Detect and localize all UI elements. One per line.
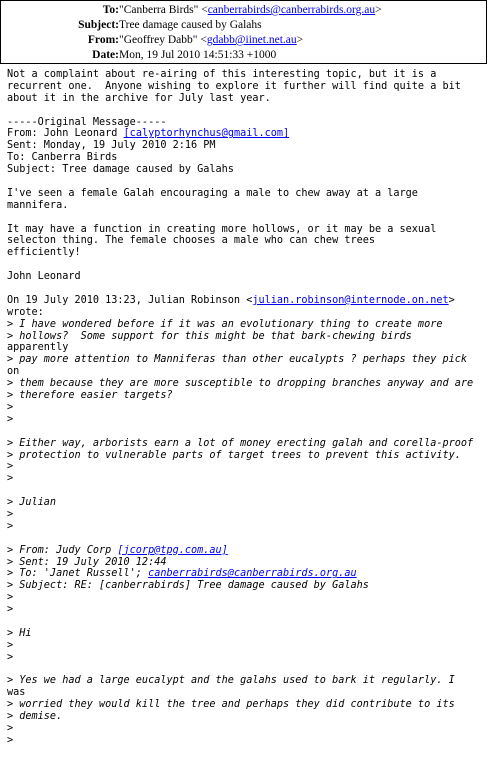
quoted-line: > Yes we had a large eucalypt and the galahs used to bark it regularly. I [7, 675, 455, 687]
body-line: mannifera. [7, 199, 69, 211]
blank-line [7, 664, 489, 676]
from-label: From: [87, 34, 119, 46]
to-email-link[interactable]: canberrabirds@canberrabirds.org.au [207, 4, 376, 16]
body-line: recurrent one. Anyone wishing to explore it further will find quite a bit [7, 80, 461, 92]
quote-marker-line: > [7, 461, 14, 473]
header-to-row [1, 2, 488, 18]
header-from-row [1, 32, 488, 48]
body-line: selecton thing. The female chooses a male who can chew trees [7, 235, 376, 247]
body-line: efficiently! [7, 247, 81, 259]
orig-subject-line: Subject: Tree damage caused by Galahs [7, 164, 234, 176]
quote-marker-line: > [7, 604, 14, 616]
quoted-to-line [7, 568, 489, 580]
email-header [0, 0, 487, 64]
header-subject-row [1, 17, 488, 33]
signature-line: John Leonard [7, 271, 81, 283]
orig-from-text: From: John Leonard [7, 128, 124, 140]
body-line: Not a complaint about re-airing of this interesting topic, but it is a [7, 69, 437, 80]
wrapped-line: on [7, 366, 20, 378]
orig-from-email-link[interactable]: [calyptorhynchus@gmail.com] [123, 128, 290, 140]
header-date-row [1, 47, 488, 63]
to-value [119, 2, 382, 18]
quoted-sent-line: > Sent: 19 July 2010 12:44 [7, 556, 167, 568]
body-line: I've seen a female Galah encouraging a male to chew away at a large [7, 187, 418, 199]
quoted-from-line [7, 545, 489, 557]
quote-marker-line: > [7, 401, 14, 413]
from-close: > [296, 34, 304, 46]
quoted-to-text: > To: 'Janet Russell'; [7, 568, 149, 580]
attribution-email-link[interactable]: julian.robinson@internode.on.net [252, 294, 449, 306]
to-close: > [375, 4, 382, 16]
quoted-line: > demise. [7, 711, 63, 723]
reply-attribution-line [7, 295, 489, 307]
from-email-link[interactable]: gdabb@iinet.net.au [206, 34, 297, 46]
orig-to-line: To: Canberra Birds [7, 152, 118, 164]
quoted-greeting-line: > Hi [7, 627, 32, 639]
quote-marker-line: > [7, 651, 14, 663]
quoted-line: > worried they would kill the tree and perhaps they did contribute to its [7, 699, 455, 711]
orig-from-line [7, 128, 489, 140]
quoted-line: > I have wondered before if it was an evolutionary thing to create more [7, 318, 443, 330]
quoted-subject-line: > Subject: RE: [canberrabirds] Tree damage caused by Galahs [7, 580, 369, 592]
to-name: "Canberra Birds" < [119, 4, 208, 16]
quote-marker-line: > [7, 639, 14, 651]
subject-value: Tree damage caused by Galahs [119, 19, 262, 31]
quoted-to-email-link[interactable]: canberrabirds@canberrabirds.org.au [148, 568, 357, 580]
quoted-line: > them because they are more susceptible to dropping branches anyway and are [7, 378, 474, 390]
subject-label: Subject: [78, 19, 119, 31]
body-line: It may have a function in creating more hollows, or it may be a sexual [7, 223, 437, 235]
date-value: Mon, 19 Jul 2010 14:51:33 +1000 [119, 49, 277, 61]
quoted-line: > protection to vulnerable parts of target trees to prevent this activity. [7, 449, 461, 461]
from-value [119, 32, 303, 48]
quote-marker-line: > [7, 520, 14, 532]
to-label: To: [102, 4, 119, 16]
attribution-text: On 19 July 2010 13:23, Julian Robinson < [7, 294, 253, 306]
quoted-line: > pay more attention to Manniferas than other eucalypts ? perhaps they pick [7, 354, 468, 366]
quote-marker-line: > [7, 722, 14, 734]
blank-line [7, 105, 489, 117]
date-label: Date: [92, 49, 119, 61]
quote-marker-line: > [7, 413, 14, 425]
body-line: wrote: [7, 306, 44, 318]
attribution-close: > [448, 294, 455, 306]
blank-line [7, 426, 489, 438]
quoted-from-email-link[interactable]: [jcorp@tpg.com.au] [117, 544, 228, 556]
blank-line [7, 283, 489, 295]
blank-line [7, 616, 489, 628]
blank-line [7, 259, 489, 271]
original-message-divider: -----Original Message----- [7, 116, 167, 128]
blank-line [7, 176, 489, 188]
blank-line [7, 212, 489, 224]
blank-line [7, 533, 489, 545]
quote-marker-line: > [7, 473, 14, 485]
quoted-line: > hollows? Some support for this might be that bark-chewing birds [7, 330, 412, 342]
quote-marker-line: > [7, 734, 14, 746]
wrapped-line: apparently [7, 342, 69, 354]
email-body [7, 69, 489, 747]
quoted-signature-line: > Julian [7, 497, 57, 509]
from-name: "Geoffrey Dabb" < [119, 34, 207, 46]
wrapped-line: was [7, 687, 26, 699]
quote-marker-line: > [7, 592, 14, 604]
quoted-from-text: > From: Judy Corp [7, 544, 118, 556]
body-line: about it in the archive for July last year. [7, 92, 271, 104]
blank-line [7, 485, 489, 497]
quoted-line: > therefore easier targets? [7, 390, 173, 402]
quote-marker-line: > [7, 508, 14, 520]
quoted-line: > Either way, arborists earn a lot of money erecting galah and corella-proof [7, 437, 474, 449]
orig-sent-line: Sent: Monday, 19 July 2010 2:16 PM [7, 140, 216, 152]
